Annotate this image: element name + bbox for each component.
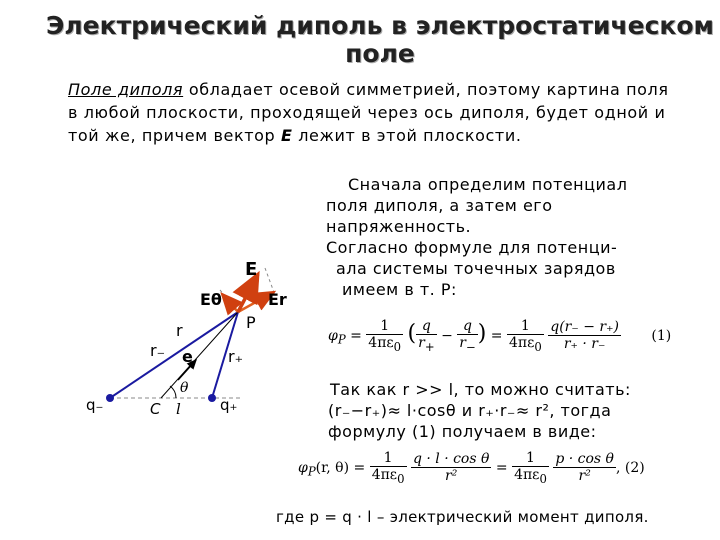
frac-num: q · l · cos θ [412, 451, 490, 468]
charge-plus [208, 394, 216, 402]
formula-symbol: P [307, 464, 316, 479]
formula-symbol: = [495, 459, 508, 476]
formula-symbol: = [490, 327, 503, 344]
formula-symbol: φ [298, 459, 308, 476]
label-r-plus: r₊ [228, 347, 244, 366]
formula-number: , (2) [615, 459, 645, 476]
frac-den: r [418, 335, 425, 351]
right-line: поля диполя, а затем его [326, 196, 553, 215]
title-line-2: поле [345, 39, 415, 68]
formula-1 [328, 318, 671, 354]
formula-symbol: P [337, 332, 346, 347]
label-E-r: Er [268, 290, 287, 309]
label-r-minus: r₋ [150, 341, 166, 360]
label-E-theta: Eθ [200, 290, 222, 309]
intro-text-2: лежит в этой плоскости. [292, 126, 522, 145]
frac-den: r [459, 335, 466, 351]
approx-line: Так как r >> l, то можно считать: [330, 380, 631, 399]
frac-num: p · cos θ [555, 451, 614, 468]
footer-text: где p = q · l – электрический момент диполя. [276, 508, 649, 526]
formula-symbol: (r, θ) = [315, 459, 366, 476]
formula-symbol: ) [477, 320, 487, 346]
formula-fraction [366, 318, 403, 354]
approx-paragraph [328, 379, 680, 442]
label-r: r [176, 321, 183, 340]
label-C: C [150, 400, 161, 418]
frac-den-sub: 0 [539, 471, 547, 486]
frac-den-sub: + [424, 339, 435, 354]
formula-fraction [553, 451, 616, 484]
intro-vector-E: E [280, 126, 293, 145]
right-line: напряженность. [326, 217, 472, 236]
label-q-plus: q₊ [220, 396, 238, 414]
frac-den: r² [445, 468, 458, 485]
frac-den: r² [578, 468, 591, 485]
title-line-1: Электрический диполь в электростатическом [46, 11, 714, 40]
formula-fraction [411, 451, 491, 484]
formula-fraction [507, 318, 544, 354]
right-line: Согласно формуле для потенци- [326, 238, 618, 257]
frac-num: 1 [370, 450, 407, 467]
dipole-diagram [70, 250, 320, 430]
formula-2 [298, 450, 645, 486]
label-E: E [245, 259, 258, 280]
label-e: e [182, 347, 193, 366]
frac-den-sub: 0 [397, 471, 405, 486]
formula-fraction [512, 450, 549, 486]
frac-den: 4πε [371, 467, 398, 483]
r-minus-line [110, 312, 238, 398]
right-line: имеем в т. P: [342, 280, 457, 299]
right-line: ала системы точечных зарядов [336, 259, 616, 278]
charge-minus [106, 394, 114, 402]
right-line: Сначала определим потенциал [348, 175, 628, 194]
intro-paragraph [68, 78, 678, 147]
formula-symbol: = [350, 327, 362, 344]
theta-arc [170, 386, 176, 398]
label-P: P [246, 313, 256, 332]
vector-E-theta [222, 294, 238, 312]
frac-num: 1 [512, 450, 549, 467]
label-theta: θ [180, 380, 189, 396]
formula-fraction [370, 450, 407, 486]
frac-den: 4πε [508, 335, 535, 351]
formula-symbol: φ [328, 327, 338, 344]
formula-number: (1) [651, 327, 672, 344]
frac-den: 4πε [368, 335, 394, 351]
frac-num: 1 [366, 318, 403, 335]
right-paragraph [326, 174, 678, 300]
frac-num: q [416, 318, 436, 335]
formula-symbol: − [441, 327, 453, 344]
label-q-minus: q₋ [86, 396, 104, 414]
frac-den: 4πε [514, 467, 540, 483]
approx-line: формулу (1) получаем в виде: [328, 422, 597, 441]
intro-text-1: обладает осевой симметрией, поэтому картина поля в любой плоскости, проходящей через ось диполя, будет одной и той же, причем вектор [68, 80, 669, 145]
formula-symbol: ( [407, 320, 417, 346]
frac-den-sub: − [465, 339, 476, 354]
label-l: l [176, 400, 181, 418]
intro-underlined: Поле диполя [68, 80, 184, 99]
frac-num: q(r₋ − r₊) [550, 319, 619, 336]
frac-den-sub: 0 [393, 339, 402, 354]
frac-num: q [457, 318, 477, 335]
frac-den-sub: 0 [534, 339, 542, 354]
page-title [40, 12, 720, 68]
formula-fraction [457, 318, 477, 354]
frac-den: r₊ · r₋ [563, 336, 606, 353]
formula-fraction [548, 319, 621, 352]
approx-line: (r₋−r₊)≈ l·cosθ и r₊·r₋≈ r², тогда [328, 401, 612, 420]
frac-num: 1 [507, 318, 544, 335]
formula-fraction [416, 318, 436, 354]
